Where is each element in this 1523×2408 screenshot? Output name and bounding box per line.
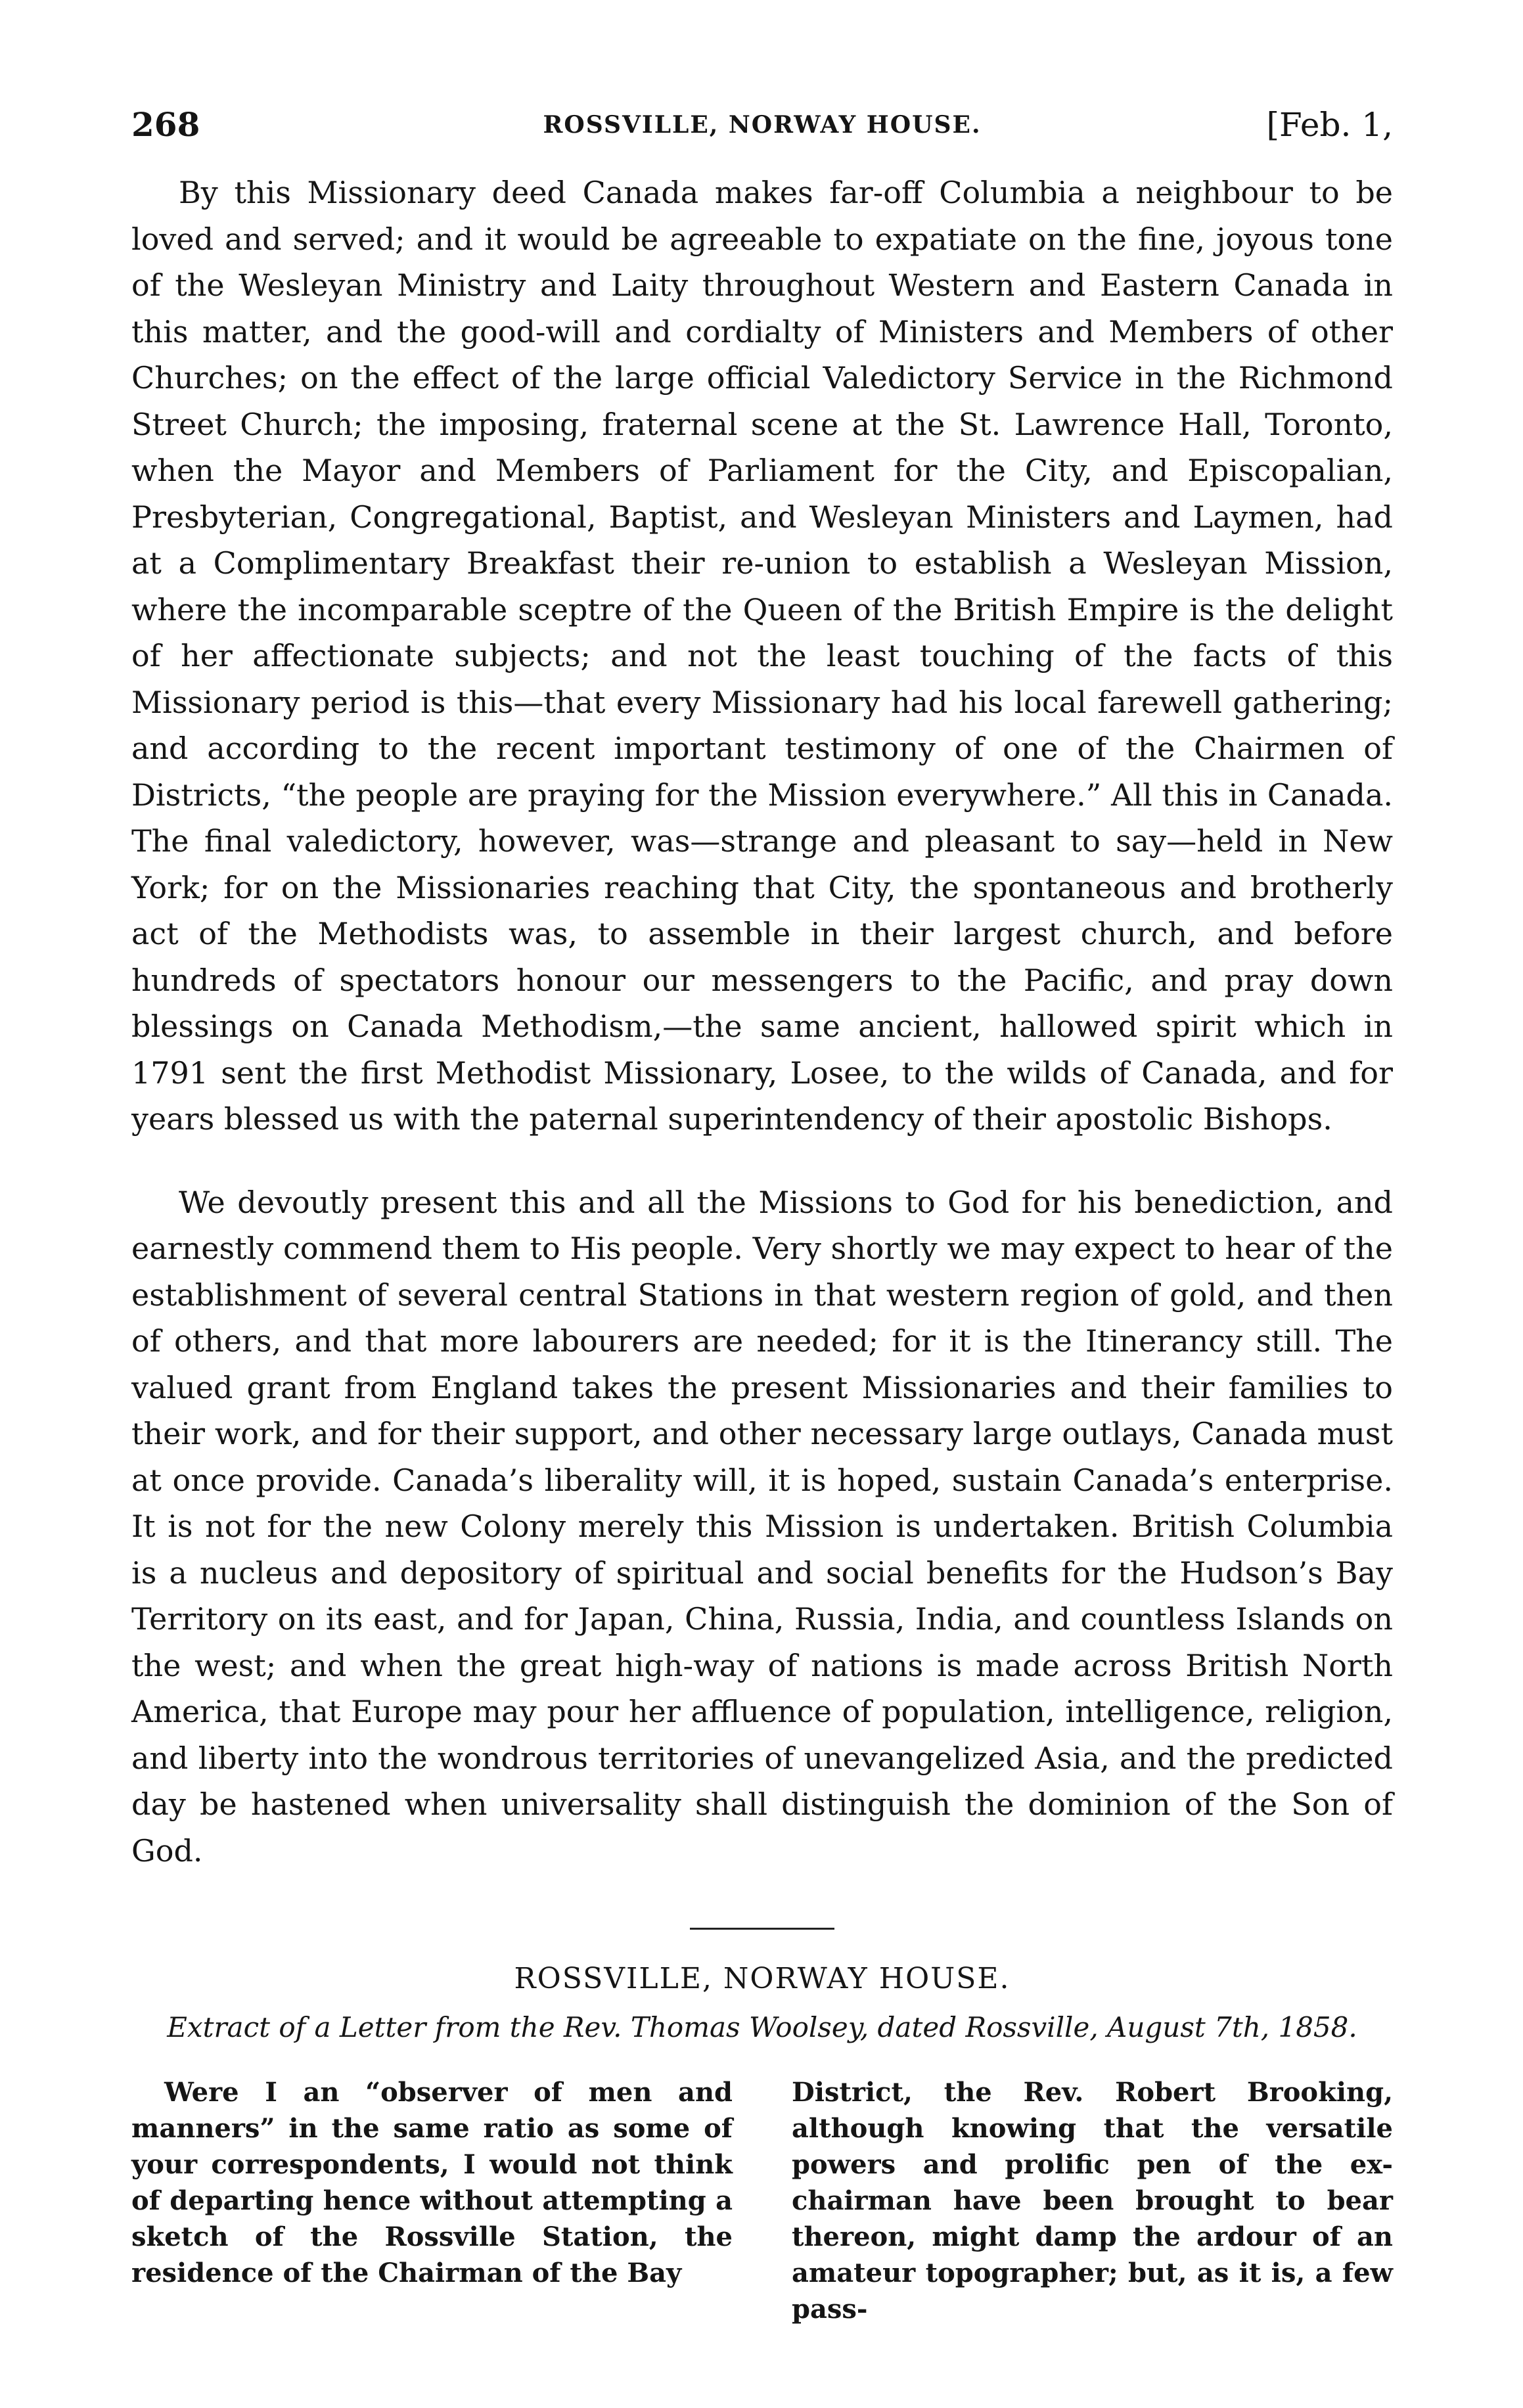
page-number: 268 — [131, 105, 200, 144]
body-paragraph: We devoutly present this and all the Missions to God for his benediction, and earnestly commend them to His people. Very shortly we may expect to hear of the establishment of several central Stations in that western region of gold, and then of others, and that more labourers are needed; for it is the Itinerancy still. The valued grant from England takes the present Missionaries and their families to their work, and for their support, and other necessary large outlays, Canada must at once provide. Canada’s liberality will, it is hoped, sustain Canada’s enterprise. It is not for the new Colony merely this Mission is undertaken. British Columbia is a nucleus and depository of spiritual and social benefits for the Hudson’s Bay Territory on its east, and for Japan, China, Russia, India, and countless Islands on the west; and when the great high-way of nations is made across British North America, that Europe may pour her affluence of population, intelligence, religion, and liberty into the wondrous territories of unevangelized Asia, and the predicted day be hastened when universality shall distinguish the dominion of the Son of God. — [131, 1184, 1393, 1869]
section-subtitle: Extract of a Letter from the Rev. Thomas Woolsey, dated Rossville, August 7th, 1858. — [167, 2011, 1357, 2043]
section-divider — [690, 1928, 834, 1930]
body-paragraph: By this Missionary deed Canada makes far-off Columbia a neighbour to be loved and served; and it would be agreeable to expatiate on the fine, joyous tone of the Wesleyan Ministry and Laity throughout Western and Eastern Canada in this matter, and the good-will and cordialty of Ministers and Members of other Churches; on the effect of the large official Valedictory Service in the Richmond Street Church; the imposing, fraternal scene at the St. Lawrence Hall, Toronto, when the Mayor and Members of Parliament for the City, and Episcopalian, Presbyterian, Congregational, Baptist, and Wesleyan Ministers and Laymen, had at a Complimentary Breakfast their re-union to establish a Wesleyan Mission, where the incomparable sceptre of the Queen of the British Empire is the delight of her affectionate subjects; and not the least touching of the facts of this Missionary period is this—that every Missionary had his local farewell gathering; and according to the recent important testimony of one of the Chairmen of Districts, “the people are praying for the Mission everywhere.” All this in Canada. The final valedictory, however, was—strange and pleasant to say—held in New York; for on the Missionaries reaching that City, the spontaneous and brotherly act of the Methodists was, to assemble in their largest church, and before hundreds of spectators honour our messengers to the Pacific, and pray down blessings on Canada Methodism,—the same ancient, hallowed spirit which in 1791 sent the first Methodist Missionary, Losee, to the wilds of Canada, and for years blessed us with the paternal superintendency of their apostolic Bishops. — [131, 175, 1393, 1137]
letter-column-left: Were I an “observer of men and manners” in the same ratio as some of your correspondents, I would not think of departing hence without attempting a sketch of the Rossville Station, the residence of the Chairman of the Bay — [131, 2077, 733, 2288]
letter-columns — [131, 2074, 1393, 2327]
running-head — [131, 99, 1393, 151]
running-title: ROSSVILLE, NORWAY HOUSE. — [543, 111, 982, 139]
section-title: ROSSVILLE, NORWAY HOUSE. — [514, 1962, 1011, 1995]
running-date: [Feb. 1, — [1266, 106, 1393, 144]
document-page — [131, 99, 1393, 2327]
letter-column-right: District, the Rev. Robert Brooking, although knowing that the versatile powers and prolific pen of the ex-chairman have been brought to bear thereon, might damp the ardour of an amateur topographer; but, as it is, a few pass- — [792, 2077, 1393, 2325]
